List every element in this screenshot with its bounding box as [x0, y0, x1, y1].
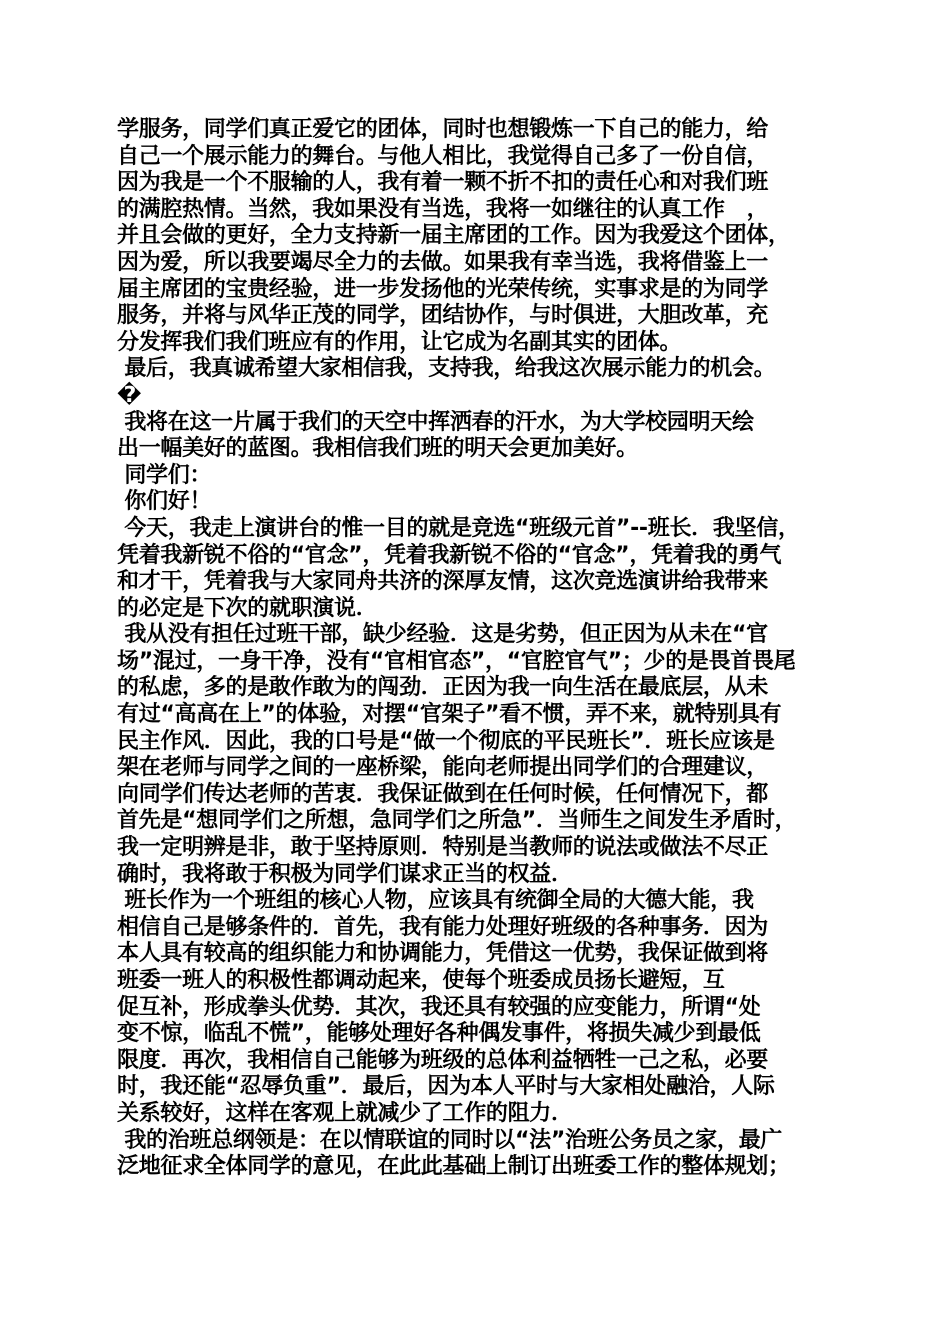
- text-line: 我将在这一片属于我们的天空中挥洒春的汗水，为大学校园明天绘: [117, 409, 754, 435]
- text-line: 今天，我走上演讲台的惟一目的就是竞选“班级元首”--班长．我坚信，: [117, 515, 800, 541]
- text-line: 凭着我新锐不俗的“官念”，凭着我新锐不俗的“官念”，凭着我的勇气: [117, 542, 782, 568]
- text-line: 向同学们传达老师的苦衷．我保证做到在任何时候，任何情况下，都: [117, 781, 769, 807]
- text-line: 学服务，同学们真正爱它的团体，同时也想锻炼一下自己的能力，给: [117, 117, 769, 142]
- text-line: 最后，我真诚希望大家相信我，支持我，给我这次展示能力的机会。: [117, 356, 776, 382]
- text-line: 我从没有担任过班干部，缺少经验．这是劣势，但正因为从未在“官: [117, 622, 768, 648]
- text-line: 架在老师与同学之间的一座桥梁，能向老师提出同学们的合理建议，: [117, 755, 769, 781]
- text-line: 我一定明辨是非，敢于坚持原则．特别是当教师的说法或做法不尽正: [117, 835, 769, 861]
- text-line: �: [117, 382, 142, 408]
- text-line: 因为我是一个不服输的人，我有着一颗不折不扣的责任心和对我们班: [117, 170, 769, 196]
- text-line: 班长作为一个班组的核心人物，应该具有统御全局的大德大能，我: [117, 888, 754, 914]
- text-line: 关系较好，这样在客观上就减少了工作的阻力．: [117, 1100, 573, 1126]
- text-line: 并且会做的更好，全力支持新一届主席团的工作。因为我爱这个团体，: [117, 223, 790, 249]
- text-line: 因为爱，所以我要竭尽全力的去做。如果我有幸当选，我将借鉴上一: [117, 249, 769, 275]
- text-line: 民主作风．因此，我的口号是“做一个彻底的平民班长”．班长应该是: [117, 728, 775, 754]
- text-line: 自己一个展示能力的舞台。与他人相比，我觉得自己多了一份自信，: [117, 143, 769, 169]
- text-line: 确时，我将敢于积极为同学们谋求正当的权益．: [117, 861, 573, 887]
- text-line: 限度．再次，我相信自己能够为班级的总体利益牺牲一己之私，必要: [117, 1047, 769, 1073]
- text-line: 届主席团的宝贵经验，进一步发扬他的光荣传统，实事求是的为同学: [117, 276, 769, 302]
- text-line: 场”混过，一身干净，没有“官相官态”，“官腔官气”；少的是畏首畏尾: [117, 648, 796, 674]
- text-line: 时，我还能“忍辱负重”．最后，因为本人平时与大家相处融洽，人际: [117, 1074, 775, 1100]
- text-line: 变不惊，临乱不慌”，能够处理好各种偶发事件，将损失减少到最低: [117, 1021, 761, 1047]
- text-line: 相信自己是够条件的．首先，我有能力处理好班级的各种事务．因为: [117, 914, 769, 940]
- text-line: 泛地征求全体同学的意见，在此此基础上制订出班委工作的整体规划；: [117, 1154, 790, 1180]
- text-line: 我的治班总纲领是：在以情联谊的同时以“法”治班公务员之家，最广: [117, 1127, 782, 1153]
- text-line: 首先是“想同学们之所想，急同学们之所急”．当师生之间发生矛盾时，: [117, 808, 797, 834]
- text-line: 你们好！: [117, 489, 212, 515]
- text-line: 同学们：: [117, 462, 212, 488]
- text-line: 的必定是下次的就职演说．: [117, 595, 378, 621]
- text-line: 的私虑，多的是敢作敢为的闯劲．正因为我一向生活在最底层，从未: [117, 675, 769, 701]
- body-text: [117, 117, 847, 1181]
- text-line: 分发挥我们我们班应有的作用，让它成为名副其实的团体。: [117, 329, 682, 355]
- text-line: 班委一班人的积极性都调动起来，使每个班委成员扬长避短，互: [117, 968, 725, 993]
- text-line: 和才干，凭着我与大家同舟共济的深厚友情，这次竞选演讲给我带来: [117, 569, 769, 595]
- text-line: 本人具有较高的组织能力和协调能力，凭借这一优势，我保证做到将: [117, 941, 769, 967]
- text-line: 出一幅美好的蓝图。我相信我们班的明天会更加美好。: [117, 436, 638, 462]
- text-line: 促互补，形成拳头优势．其次，我还具有较强的应变能力，所谓“处: [117, 994, 761, 1020]
- text-line: 的满腔热情。当然，我如果没有当选，我将一如继往的认真工作 ，: [117, 196, 769, 222]
- text-line: 服务，并将与风华正茂的同学，团结协作，与时俱进，大胆改革，充: [117, 303, 769, 329]
- text-line: 有过“高高在上”的体验，对摆“官架子”看不惯，弄不来，就特别具有: [117, 702, 782, 728]
